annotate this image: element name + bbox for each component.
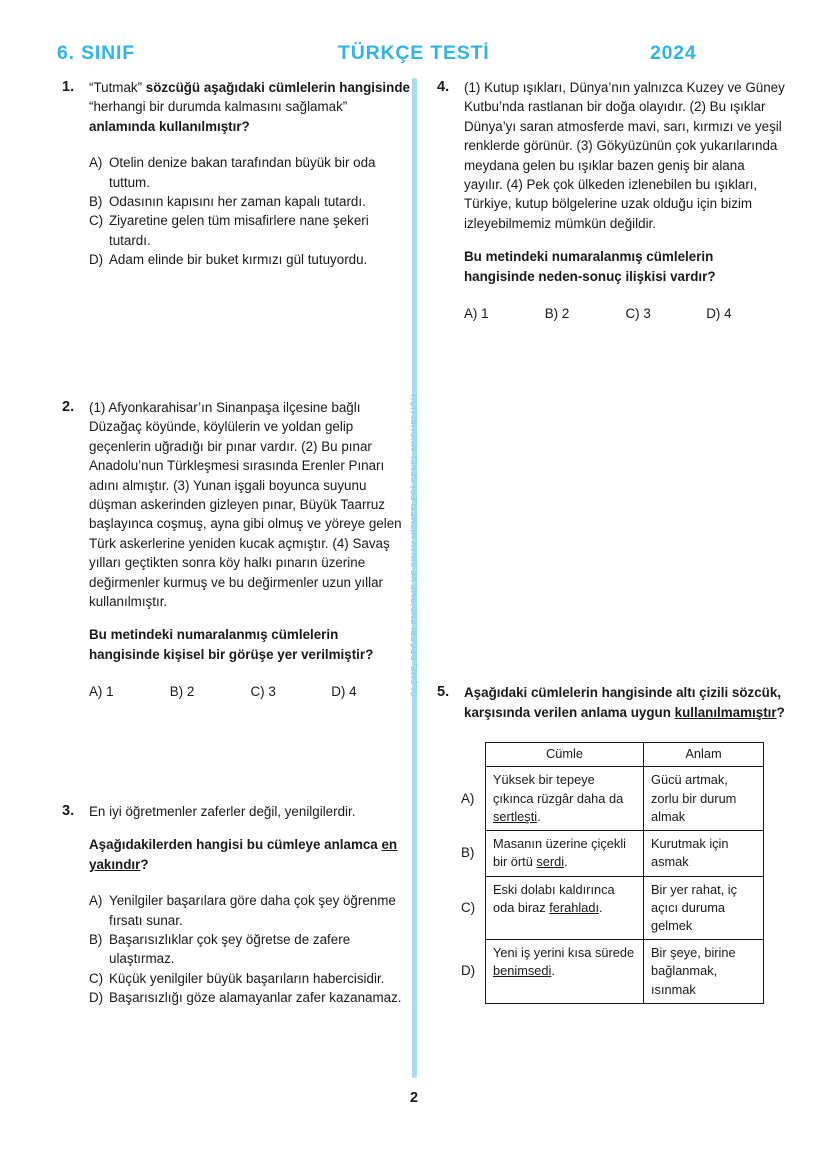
header-test-title: TÜRKÇE TESTİ <box>338 42 490 64</box>
question-2-ask: Bu metindeki numaralanmış cümlelerin hangisinde kişisel bir görüşe yer verilmiştir? <box>89 627 374 662</box>
option-d-text: 4 <box>724 306 732 322</box>
vertical-agency-label-text: ÖLÇME, DEĞERLENDİRME VE SINAV HİZMETLERİ GENEL MÜDÜRLÜĞÜ <box>410 393 420 697</box>
question-1-number: 1. <box>62 79 75 95</box>
option-a-text: 1 <box>481 306 489 322</box>
table-cell-sentence <box>486 940 644 1004</box>
option-c[interactable] <box>251 682 332 701</box>
left-column <box>62 78 412 1008</box>
question-5-ask-part2: ? <box>776 704 785 720</box>
option-c[interactable] <box>89 969 412 988</box>
question-5-table <box>485 742 764 1003</box>
sentence-post: . <box>537 808 541 824</box>
question-5-number: 5. <box>437 684 450 701</box>
option-c-label: C) <box>89 970 104 986</box>
table-cell-sentence <box>486 876 644 940</box>
option-d-label: D) <box>89 252 104 268</box>
sentence-pre: Yeni iş yerini kısa sürede <box>493 945 635 961</box>
question-4-passage: (1) Kutup ışıkları, Dünya’nın yalnızca Kuzey ve Güney Kutbu’nda rastlanan bir doğa olayıdır. (2) Bu ışıklar Dünya’yı saran atmosferde mavi, sarı, kırmızı ve yeşil renklerde görünür. (3) Gökyüzünün çok yukarılarında meydana gelen bu ışıklar bazen geniş bir alana yayılır. (4) Pek çok ülkeden izlenebilen bu ışıkları, Türkiye, kutup bölgelerine uzak olduğu için bizim izleyebilmemiz mümkün değildir. <box>464 80 785 231</box>
option-a-label: A) <box>464 306 478 322</box>
question-5-table-wrapper <box>461 742 787 1003</box>
option-b-text: 2 <box>561 306 570 322</box>
question-5-ask-underlined: kullanılmamıştır <box>674 704 777 720</box>
question-2-passage: (1) Afyonkarahisar’ın Sinanpaşa ilçesine bağlı Düzağaç köyünde, köylülerin ve yoldan gelip geçenlerin uğradığı bir pınar vardır. (2) Bu pınar Anadolu’nun Türkleşmesi sırasında Erenler Pınarı adını almıştır. (3) Yunan işgali boyunca suyunu düşman askerinden gizleyen pınar, Büyük Taarruz başlayınca coşmuş, ayna gibi olmuş ve yöreye gelen Türk askerlerine yeniden kucak açmıştır. (4) Savaş yılları geçtikten sonra köy halkı pınarın üzerine değirmenler kurmuş ve bu değirmenler uzun yıllar kullanılmıştır. <box>89 400 402 610</box>
sentence-post: . <box>599 899 603 915</box>
option-d-text: 4 <box>349 684 357 700</box>
table-cell-meaning: Kurutmak için asmak <box>644 831 764 876</box>
page-header <box>0 40 828 74</box>
table-row[interactable] <box>486 940 764 1004</box>
option-d-text: Adam elinde bir buket kırmızı gül tutuyordu. <box>109 252 368 268</box>
question-2-number: 2. <box>62 399 75 415</box>
option-c[interactable] <box>89 211 412 250</box>
option-b-label: B) <box>169 684 184 700</box>
option-c[interactable] <box>626 304 707 323</box>
option-d-label: D) <box>89 990 104 1006</box>
table-row[interactable] <box>486 876 764 940</box>
option-b-text: 2 <box>186 684 195 700</box>
option-a[interactable] <box>464 304 545 323</box>
option-a-label[interactable]: A) <box>461 790 475 806</box>
question-1-stem <box>89 78 412 136</box>
question-2-options <box>89 682 412 701</box>
option-a-text: Yenilgiler başarılara göre daha çok şey öğrenme fırsatı sunar. <box>109 893 396 928</box>
option-b[interactable] <box>89 930 412 969</box>
option-d-text: Başarısızlığı göze alamayanlar zafer kazanamaz. <box>109 990 402 1006</box>
question-5-ask-part1: Aşağıdaki cümlelerin hangisinde altı çizili sözcük, karşısında verilen anlama uygun <box>464 685 782 720</box>
option-b-label[interactable]: B) <box>461 845 475 861</box>
option-c-text: 3 <box>643 306 651 322</box>
sentence-underlined-word: ferahladı <box>549 899 600 915</box>
question-4-number: 4. <box>437 79 450 95</box>
option-c-text: Küçük yenilgiler büyük başarıların habercisidir. <box>109 970 385 986</box>
option-d-label[interactable]: D) <box>461 963 476 979</box>
sentence-underlined-word: benimsedi <box>493 963 552 979</box>
question-1-stem-quote-1: “Tutmak” <box>89 80 143 95</box>
question-4 <box>437 78 787 323</box>
question-4-ask: Bu metindeki numaralanmış cümlelerin hangisinde neden-sonuç ilişkisi vardır? <box>464 249 716 284</box>
header-grade: 6. SINIF <box>57 42 135 64</box>
right-column <box>437 78 787 1004</box>
table-cell-meaning: Bir şeye, birine bağlanmak, ısınmak <box>644 940 764 1004</box>
question-5 <box>437 683 787 1003</box>
header-year: 2024 <box>650 42 697 64</box>
question-3-ask-underlined: en yakındır <box>89 837 398 872</box>
sentence-pre: Yüksek bir tepeye çıkınca rüzgâr daha da <box>493 772 624 806</box>
column-divider <box>412 78 417 1078</box>
option-d[interactable] <box>706 304 787 323</box>
question-1 <box>62 78 412 398</box>
option-c-label: C) <box>625 306 640 322</box>
question-1-stem-bold-1: sözcüğü aşağıdaki cümlelerin hangisinde <box>142 80 410 95</box>
question-4-options <box>464 304 787 323</box>
sentence-underlined-word: serdi <box>536 854 565 870</box>
option-b-label: B) <box>544 306 559 322</box>
question-1-stem-quote-2: “herhangi bir durumda kalmasını sağlamak” <box>89 99 348 115</box>
option-a-text: Otelin denize bakan tarafından büyük bir oda tuttum. <box>109 155 376 190</box>
question-5-ask <box>464 683 787 722</box>
table-cell-meaning: Bir yer rahat, iç açıcı duruma gelmek <box>644 876 764 940</box>
question-3-options <box>89 891 412 1007</box>
option-a[interactable] <box>89 891 412 930</box>
table-cell-meaning: Gücü artmak, zorlu bir durum almak <box>644 767 764 831</box>
question-2 <box>62 398 412 778</box>
option-a[interactable] <box>89 153 412 192</box>
table-row[interactable] <box>486 831 764 876</box>
option-d[interactable] <box>89 250 412 269</box>
option-b-label: B) <box>89 932 103 948</box>
table-header-row <box>486 743 764 767</box>
page-number: 2 <box>409 1090 419 1106</box>
sentence-post: . <box>564 854 568 870</box>
option-c-label: C) <box>250 684 265 700</box>
option-b-label: B) <box>89 194 103 210</box>
option-d[interactable] <box>89 988 412 1007</box>
option-a-label: A) <box>89 155 103 171</box>
table-row[interactable] <box>486 767 764 831</box>
table-header-meaning: Anlam <box>644 743 764 767</box>
question-3-stem: En iyi öğretmenler zaferler değil, yenilgilerdir. <box>89 804 356 819</box>
option-c-text: Ziyaretine gelen tüm misafirlere nane şekeri tutardı. <box>109 213 369 248</box>
option-b-text: Başarısızlıklar çok şey öğretse de zafere ulaştırmaz. <box>109 932 351 967</box>
option-b[interactable] <box>545 304 626 323</box>
question-3 <box>62 802 412 1008</box>
option-c-label[interactable]: C) <box>461 899 476 915</box>
option-d[interactable] <box>331 682 412 701</box>
option-c-label: C) <box>89 213 104 229</box>
question-1-stem-bold-2: anlamında kullanılmıştır? <box>89 118 250 134</box>
question-3-ask-part2: ? <box>140 856 149 872</box>
question-3-number: 3. <box>62 803 75 819</box>
table-header-sentence: Cümle <box>486 743 644 767</box>
option-a-label: A) <box>89 893 103 909</box>
option-b-text: Odasının kapısını her zaman kapalı tutardı. <box>109 194 366 210</box>
option-d-label: D) <box>706 306 721 322</box>
sentence-pre: Masanın üzerine çiçekli bir örtü <box>493 836 627 870</box>
question-1-options <box>89 153 412 269</box>
question-3-ask <box>89 835 412 874</box>
question-3-ask-part1: Aşağıdakilerden hangisi bu cümleye anlamca <box>89 837 382 853</box>
option-d-label: D) <box>331 684 346 700</box>
option-b[interactable] <box>89 192 412 211</box>
option-a-text: 1 <box>106 684 114 700</box>
option-a-label: A) <box>89 684 103 700</box>
option-b[interactable] <box>170 682 251 701</box>
table-cell-sentence <box>486 831 644 876</box>
sentence-pre: Eski dolabı kaldırınca oda biraz <box>493 881 615 915</box>
sentence-post: . <box>551 963 555 979</box>
sentence-underlined-word: sertleşti <box>493 808 538 824</box>
table-cell-sentence <box>486 767 644 831</box>
option-c-text: 3 <box>268 684 276 700</box>
option-a[interactable] <box>89 682 170 701</box>
